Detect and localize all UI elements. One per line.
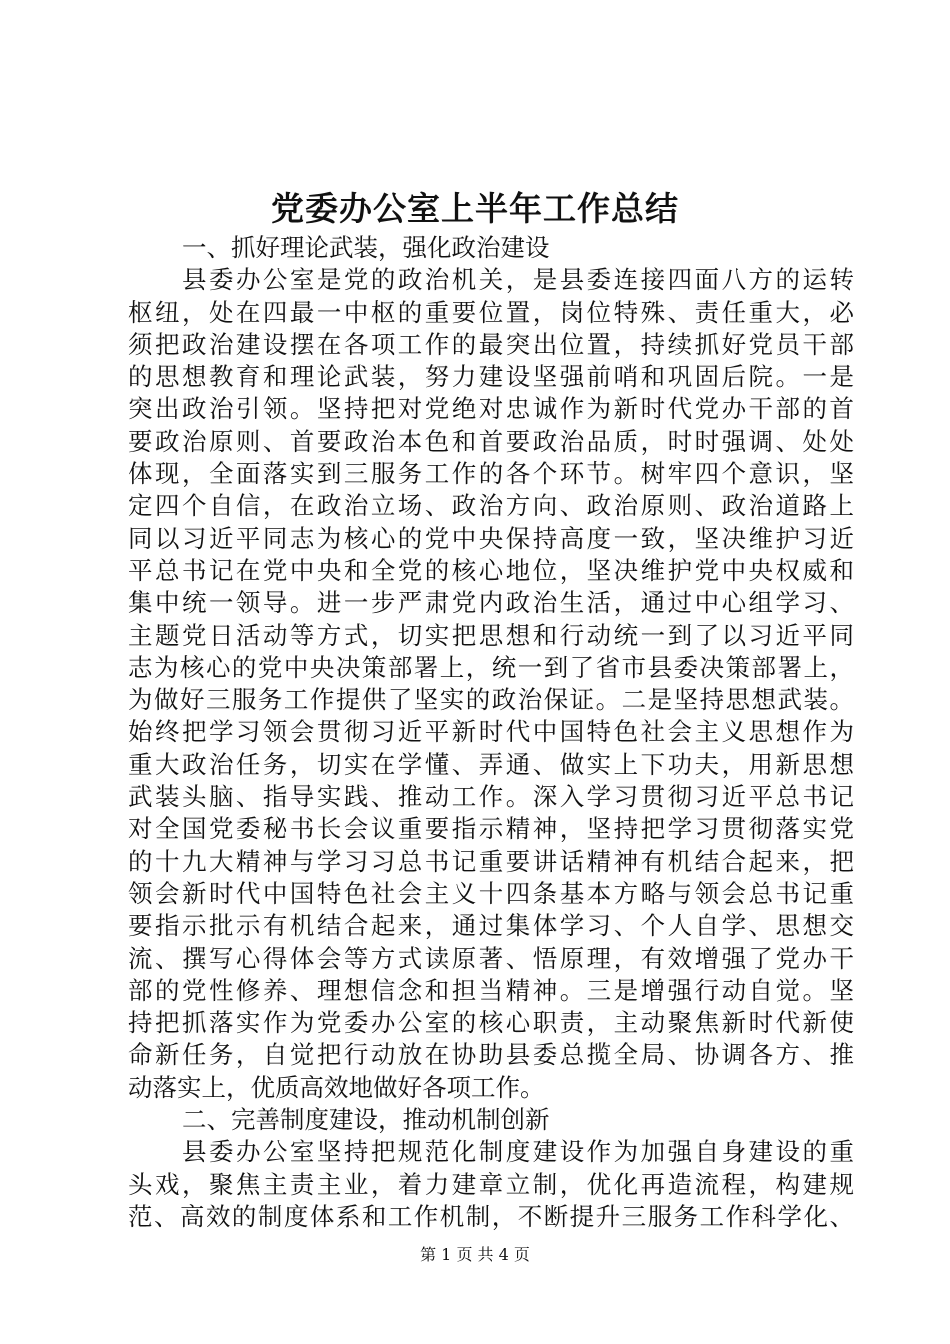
paragraph-line: 流、撰写心得体会等方式读原著、悟原理，有效增强了党办干 xyxy=(128,943,854,973)
paragraph-line: 命新任务，自觉把行动放在协助县委总揽全局、协调各方、推 xyxy=(128,1040,854,1070)
paragraph-line: 须把政治建设摆在各项工作的最突出位置，持续抓好党员干部 xyxy=(128,329,854,359)
paragraph-line: 的十九大精神与学习习总书记重要讲话精神有机结合起来，把 xyxy=(128,846,854,876)
paragraph-line: 定四个自信，在政治立场、政治方向、政治原则、政治道路上 xyxy=(128,491,854,521)
paragraph-line: 的思想教育和理论武装，努力建设坚强前哨和巩固后院。一是 xyxy=(128,362,854,392)
paragraph-line: 枢纽，处在四最一中枢的重要位置，岗位特殊、责任重大，必 xyxy=(128,297,854,327)
paragraph-line: 县委办公室坚持把规范化制度建设作为加强自身建设的重 xyxy=(182,1137,854,1167)
paragraph-line: 动落实上，优质高效地做好各项工作。 xyxy=(128,1072,545,1102)
section-heading: 一、抓好理论武装，强化政治建设 xyxy=(182,233,550,262)
paragraph-line: 志为核心的党中央决策部署上，统一到了省市县委决策部署上， xyxy=(128,652,854,682)
paragraph-line: 对全国党委秘书长会议重要指示精神，坚持把学习贯彻落实党 xyxy=(128,814,854,844)
document-title: 党委办公室上半年工作总结 xyxy=(271,189,679,228)
paragraph-line: 同以习近平同志为核心的党中央保持高度一致，坚决维护习近 xyxy=(128,523,854,553)
paragraph-line: 持把抓落实作为党委办公室的核心职责，主动聚焦新时代新使 xyxy=(128,1008,854,1038)
paragraph-line: 领会新时代中国特色社会主义十四条基本方略与领会总书记重 xyxy=(128,878,854,908)
paragraph-line: 突出政治引领。坚持把对党绝对忠诚作为新时代党办干部的首 xyxy=(128,394,854,424)
paragraph-line: 平总书记在党中央和全党的核心地位，坚决维护党中央权威和 xyxy=(128,555,854,585)
paragraph-line: 头戏，聚焦主责主业，着力建章立制，优化再造流程，构建规 xyxy=(128,1169,854,1199)
paragraph-line: 重大政治任务，切实在学懂、弄通、做实上下功夫，用新思想 xyxy=(128,749,854,779)
paragraph-line: 主题党日活动等方式，切实把思想和行动统一到了以习近平同 xyxy=(128,620,854,650)
page-number-footer: 第 1 页 共 4 页 xyxy=(420,1245,530,1264)
paragraph-line: 范、高效的制度体系和工作机制，不断提升三服务工作科学化、 xyxy=(128,1201,854,1231)
paragraph-line: 为做好三服务工作提供了坚实的政治保证。二是坚持思想武装。 xyxy=(128,685,854,715)
paragraph-line: 体现，全面落实到三服务工作的各个环节。树牢四个意识，坚 xyxy=(128,459,854,489)
paragraph-line: 要指示批示有机结合起来，通过集体学习、个人自学、思想交 xyxy=(128,911,854,941)
paragraph-line: 要政治原则、首要政治本色和首要政治品质，时时强调、处处 xyxy=(128,426,854,456)
paragraph-line: 武装头脑、指导实践、推动工作。深入学习贯彻习近平总书记 xyxy=(128,782,854,812)
paragraph-line: 县委办公室是党的政治机关，是县委连接四面八方的运转 xyxy=(182,265,854,295)
paragraph-line: 始终把学习领会贯彻习近平新时代中国特色社会主义思想作为 xyxy=(128,717,854,747)
paragraph-line: 集中统一领导。进一步严肃党内政治生活，通过中心组学习、 xyxy=(128,588,854,618)
document-body xyxy=(128,232,854,1233)
section-heading: 二、完善制度建设，推动机制创新 xyxy=(182,1105,550,1135)
paragraph-line: 部的党性修养、理想信念和担当精神。三是增强行动自觉。坚 xyxy=(128,975,854,1005)
